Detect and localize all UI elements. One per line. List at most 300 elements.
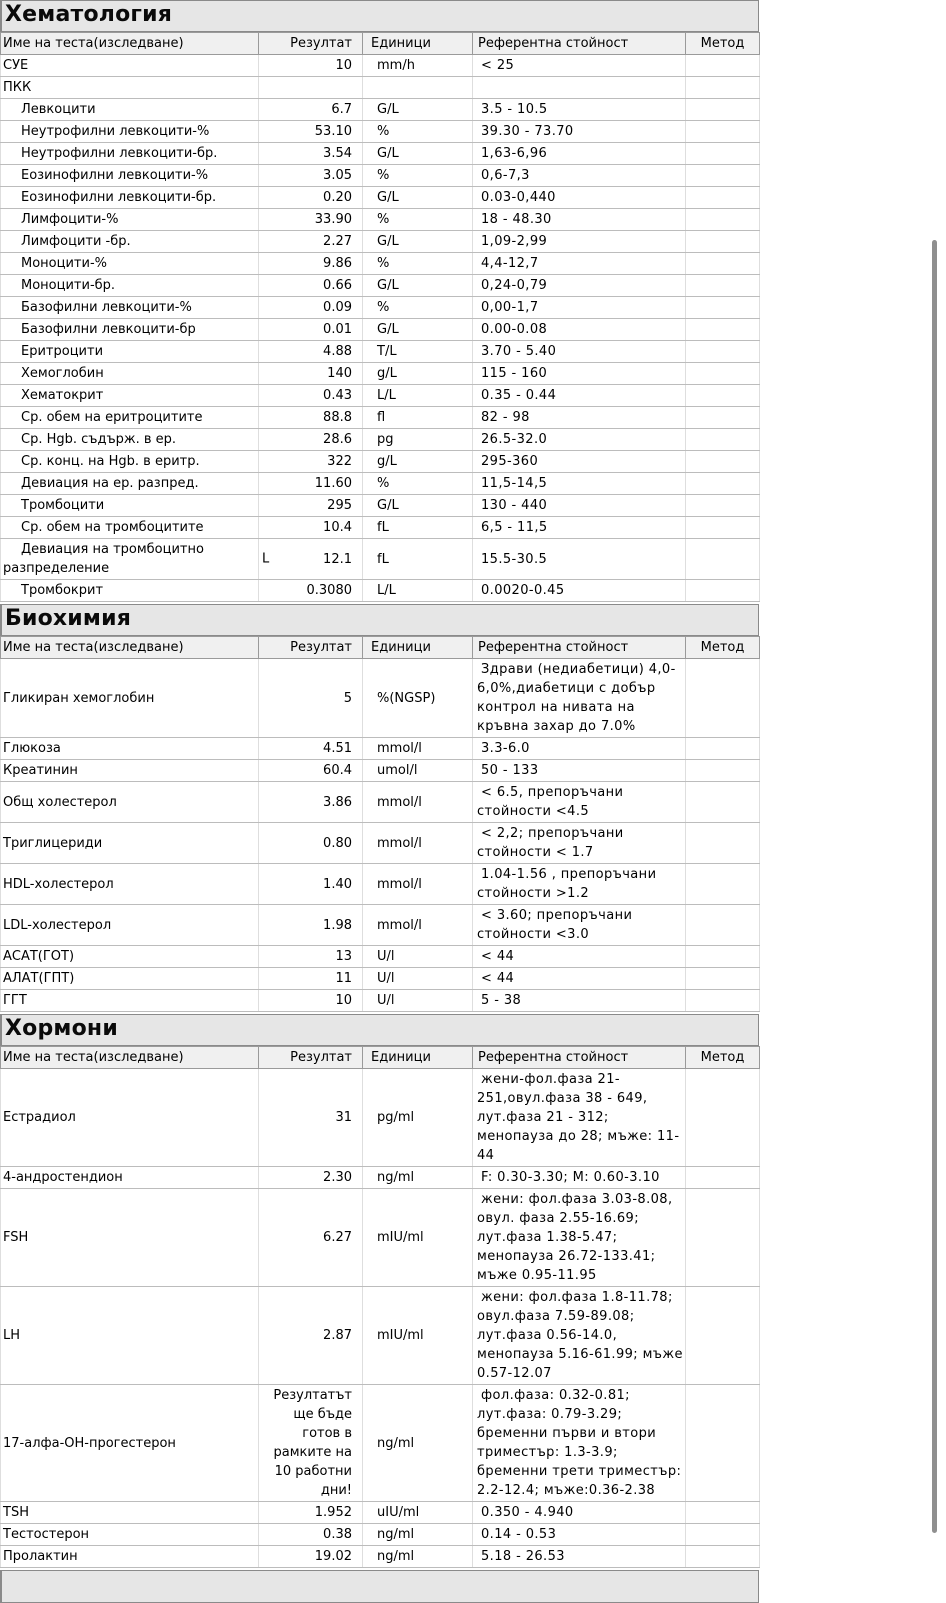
units-cell: mm/h (363, 55, 473, 77)
units-cell: U/l (363, 990, 473, 1012)
method-cell (686, 517, 760, 539)
test-name-cell: TSH (1, 1502, 259, 1524)
result-value: 6.27 (323, 1230, 352, 1245)
table-row (1, 165, 760, 187)
table-row (1, 1385, 760, 1502)
result-flag: L (262, 551, 270, 567)
result-cell (259, 738, 363, 760)
lab-section (0, 1014, 759, 1568)
result-cell (259, 1546, 363, 1568)
reference-cell: 26.5-32.0 (473, 429, 686, 451)
table-row (1, 539, 760, 580)
reference-cell: 295-360 (473, 451, 686, 473)
result-value: 11 (335, 971, 352, 986)
result-value: 53.10 (314, 124, 352, 139)
table-row (1, 319, 760, 341)
column-header-row (1, 33, 760, 55)
column-header-reference: Референтна стойност (473, 33, 686, 55)
reference-cell: 39.30 - 73.70 (473, 121, 686, 143)
test-name-cell: АЛАТ(ГПТ) (1, 968, 259, 990)
method-cell (686, 231, 760, 253)
units-cell: %(NGSP) (363, 659, 473, 738)
column-header-units: Единици (363, 33, 473, 55)
result-value: Резултатът ще бъде готов в рамките на 10 работни дни! (273, 1388, 352, 1498)
table-row (1, 99, 760, 121)
result-value: 5 (343, 690, 352, 706)
result-value: 3.86 (323, 794, 352, 810)
lab-section (0, 0, 759, 602)
units-cell: L/L (363, 385, 473, 407)
results-table (0, 636, 760, 1012)
reference-cell: 0,00-1,7 (473, 297, 686, 319)
units-cell: umol/l (363, 760, 473, 782)
result-value: 2.30 (323, 1170, 352, 1185)
table-row (1, 1502, 760, 1524)
method-cell (686, 121, 760, 143)
test-name-cell: АСАТ(ГОТ) (1, 946, 259, 968)
table-row (1, 659, 760, 738)
reference-cell: < 44 (473, 946, 686, 968)
result-cell (259, 319, 363, 341)
method-cell (686, 275, 760, 297)
reference-cell: 50 - 133 (473, 760, 686, 782)
table-row (1, 121, 760, 143)
reference-cell: < 44 (473, 968, 686, 990)
result-value: 10 (335, 993, 352, 1008)
result-cell (259, 341, 363, 363)
reference-cell: 82 - 98 (473, 407, 686, 429)
units-cell: mmol/l (363, 823, 473, 864)
units-cell: L/L (363, 580, 473, 602)
reference-cell: 0.350 - 4.940 (473, 1502, 686, 1524)
result-cell (259, 823, 363, 864)
units-cell: ng/ml (363, 1385, 473, 1502)
result-value: 60.4 (323, 763, 352, 778)
method-cell (686, 580, 760, 602)
result-value: 6.7 (331, 102, 352, 117)
reference-cell: 130 - 440 (473, 495, 686, 517)
test-name-cell: Лимфоцити-% (1, 209, 259, 231)
result-value: 0.20 (323, 190, 352, 205)
table-row (1, 1069, 760, 1167)
table-row (1, 580, 760, 602)
table-row (1, 363, 760, 385)
method-cell (686, 319, 760, 341)
test-name-cell: LDL-холестерол (1, 905, 259, 946)
units-cell: mmol/l (363, 738, 473, 760)
test-name-cell: 17-алфа-ОН-прогестерон (1, 1385, 259, 1502)
result-value: 9.86 (323, 256, 352, 271)
table-row (1, 738, 760, 760)
result-value: 13 (335, 949, 352, 964)
result-value: 140 (327, 366, 352, 381)
units-cell: G/L (363, 319, 473, 341)
result-value: 3.05 (323, 168, 352, 183)
result-value: 2.87 (323, 1328, 352, 1343)
table-row (1, 429, 760, 451)
units-cell: pg (363, 429, 473, 451)
reference-cell: < 25 (473, 55, 686, 77)
method-cell (686, 429, 760, 451)
method-cell (686, 363, 760, 385)
result-cell (259, 864, 363, 905)
result-value: 4.88 (323, 344, 352, 359)
reference-cell: 6,5 - 11,5 (473, 517, 686, 539)
method-cell (686, 782, 760, 823)
test-name-cell: Ср. обем на еритроцитите (1, 407, 259, 429)
table-row (1, 990, 760, 1012)
units-cell: G/L (363, 275, 473, 297)
test-name-cell: ГГТ (1, 990, 259, 1012)
section-title: Хормони (0, 1014, 759, 1046)
reference-cell: 5.18 - 26.53 (473, 1546, 686, 1568)
column-header-reference: Референтна стойност (473, 1047, 686, 1069)
result-cell (259, 121, 363, 143)
column-header-method: Метод (686, 637, 760, 659)
result-cell (259, 580, 363, 602)
column-header-name: Име на теста(изследване) (1, 637, 259, 659)
units-cell: G/L (363, 143, 473, 165)
table-row (1, 1287, 760, 1385)
reference-cell: фол.фаза: 0.32-0.81; лут.фаза: 0.79-3.29; бременни първи и втори триместър: 1.3-3.9; бременни трети триместър: 2.2-12.4; мъже:0.36-2.38 (473, 1385, 686, 1502)
table-row (1, 905, 760, 946)
table-row (1, 385, 760, 407)
column-header-units: Единици (363, 1047, 473, 1069)
vertical-scrollbar-thumb[interactable] (932, 240, 937, 1533)
test-name-cell: HDL-холестерол (1, 864, 259, 905)
test-name-cell: Базофилни левкоцити-% (1, 297, 259, 319)
column-header-reference: Референтна стойност (473, 637, 686, 659)
table-row (1, 77, 760, 99)
test-name-cell: Базофилни левкоцити-бр (1, 319, 259, 341)
result-cell (259, 209, 363, 231)
test-name-cell: ПКК (1, 77, 259, 99)
units-cell: % (363, 473, 473, 495)
result-value: 28.6 (323, 432, 352, 447)
reference-cell: 11,5-14,5 (473, 473, 686, 495)
results-table (0, 1046, 760, 1568)
units-cell: G/L (363, 495, 473, 517)
result-value: 10 (335, 58, 352, 73)
method-cell (686, 1524, 760, 1546)
reference-cell: 3.70 - 5.40 (473, 341, 686, 363)
table-row (1, 946, 760, 968)
reference-cell: 0,24-0,79 (473, 275, 686, 297)
reference-cell: 0,6-7,3 (473, 165, 686, 187)
column-header-units: Единици (363, 637, 473, 659)
reference-cell: 1,09-2,99 (473, 231, 686, 253)
result-value: 0.43 (323, 388, 352, 403)
units-cell: % (363, 165, 473, 187)
result-value: 0.80 (323, 835, 352, 851)
column-header-row (1, 1047, 760, 1069)
result-cell (259, 1385, 363, 1502)
test-name-cell: Креатинин (1, 760, 259, 782)
result-value: 0.3080 (306, 583, 352, 598)
units-cell: U/l (363, 968, 473, 990)
units-cell: % (363, 297, 473, 319)
result-value: 88.8 (323, 410, 352, 425)
result-cell (259, 760, 363, 782)
units-cell: % (363, 253, 473, 275)
result-cell (259, 473, 363, 495)
units-cell: G/L (363, 99, 473, 121)
units-cell (363, 77, 473, 99)
units-cell: U/l (363, 946, 473, 968)
test-name-cell: Неутрофилни левкоцити-% (1, 121, 259, 143)
results-table (0, 32, 760, 602)
test-name-cell: Хемоглобин (1, 363, 259, 385)
reference-cell: 3.3-6.0 (473, 738, 686, 760)
result-cell (259, 1524, 363, 1546)
reference-cell: F: 0.30-3.30; M: 0.60-3.10 (473, 1167, 686, 1189)
method-cell (686, 297, 760, 319)
result-cell (259, 231, 363, 253)
column-header-result: Резултат (259, 637, 363, 659)
method-cell (686, 1167, 760, 1189)
test-name-cell: СУЕ (1, 55, 259, 77)
result-value: 0.09 (323, 300, 352, 315)
result-cell (259, 968, 363, 990)
column-header-name: Име на теста(изследване) (1, 33, 259, 55)
result-cell (259, 1167, 363, 1189)
result-value: 19.02 (314, 1549, 352, 1564)
table-row (1, 1189, 760, 1287)
test-name-cell: 4-андростендион (1, 1167, 259, 1189)
table-row (1, 209, 760, 231)
reference-cell: < 2,2; препоръчани стойности < 1.7 (473, 823, 686, 864)
method-cell (686, 143, 760, 165)
test-name-cell: Тромбоцити (1, 495, 259, 517)
units-cell: % (363, 209, 473, 231)
reference-cell: 3.5 - 10.5 (473, 99, 686, 121)
result-cell (259, 429, 363, 451)
test-name-cell: Ср. обем на тромбоцитите (1, 517, 259, 539)
column-header-name: Име на теста(изследване) (1, 1047, 259, 1069)
table-row (1, 275, 760, 297)
test-name-cell: Общ холестерол (1, 782, 259, 823)
test-name-cell: Левкоцити (1, 99, 259, 121)
units-cell: fl (363, 407, 473, 429)
units-cell: G/L (363, 187, 473, 209)
result-value: 295 (327, 498, 352, 513)
method-cell (686, 539, 760, 580)
result-cell (259, 77, 363, 99)
result-cell (259, 1502, 363, 1524)
method-cell (686, 990, 760, 1012)
method-cell (686, 1502, 760, 1524)
result-cell (259, 297, 363, 319)
result-cell (259, 905, 363, 946)
result-cell (259, 946, 363, 968)
result-value: 2.27 (323, 234, 352, 249)
test-name-cell: LH (1, 1287, 259, 1385)
result-cell (259, 451, 363, 473)
test-name-cell: Глюкоза (1, 738, 259, 760)
result-cell (259, 539, 363, 580)
result-value: 31 (335, 1110, 352, 1125)
result-value: 322 (327, 454, 352, 469)
result-value: 0.01 (323, 322, 352, 337)
units-cell: G/L (363, 231, 473, 253)
method-cell (686, 495, 760, 517)
method-cell (686, 99, 760, 121)
table-row (1, 253, 760, 275)
reference-cell: 1.04-1.56 , препоръчани стойности >1.2 (473, 864, 686, 905)
test-name-cell: Ср. конц. на Hgb. в еритр. (1, 451, 259, 473)
units-cell: mIU/ml (363, 1287, 473, 1385)
test-name-cell: Неутрофилни левкоцити-бр. (1, 143, 259, 165)
units-cell: ng/ml (363, 1167, 473, 1189)
method-cell (686, 187, 760, 209)
result-cell (259, 1287, 363, 1385)
test-name-cell: Моноцити-бр. (1, 275, 259, 297)
column-header-method: Метод (686, 33, 760, 55)
table-row (1, 187, 760, 209)
result-cell (259, 253, 363, 275)
method-cell (686, 165, 760, 187)
table-row (1, 1524, 760, 1546)
units-cell: fL (363, 517, 473, 539)
result-cell (259, 165, 363, 187)
test-name-cell: Пролактин (1, 1546, 259, 1568)
reference-cell: Здрави (недиабетици) 4,0-6,0%,диабетици с добър контрол на нивата на кръвна захар до 7.0% (473, 659, 686, 738)
units-cell: mIU/ml (363, 1189, 473, 1287)
table-row (1, 143, 760, 165)
result-cell (259, 99, 363, 121)
method-cell (686, 1546, 760, 1568)
section-title: Хематология (0, 0, 759, 32)
table-row (1, 823, 760, 864)
method-cell (686, 77, 760, 99)
table-row (1, 782, 760, 823)
result-cell (259, 55, 363, 77)
test-name-cell: Еозинофилни левкоцити-бр. (1, 187, 259, 209)
table-row (1, 407, 760, 429)
test-name-cell: Моноцити-% (1, 253, 259, 275)
reference-cell: < 3.60; препоръчани стойности <3.0 (473, 905, 686, 946)
method-cell (686, 253, 760, 275)
units-cell: mmol/l (363, 782, 473, 823)
table-row (1, 1167, 760, 1189)
column-header-row (1, 637, 760, 659)
lab-section (0, 604, 759, 1012)
result-value: 10.4 (323, 520, 352, 535)
table-row (1, 760, 760, 782)
result-value: 4.51 (323, 741, 352, 756)
units-cell: ng/ml (363, 1524, 473, 1546)
reference-cell: 115 - 160 (473, 363, 686, 385)
units-cell: fL (363, 539, 473, 580)
result-value: 1.40 (323, 876, 352, 892)
table-row (1, 517, 760, 539)
reference-cell: жени: фол.фаза 3.03-8.08, овул. фаза 2.55-16.69; лут.фаза 1.38-5.47; менопауза 26.72-133.41; мъже 0.95-11.95 (473, 1189, 686, 1287)
table-row (1, 473, 760, 495)
reference-cell: 1,63-6,96 (473, 143, 686, 165)
test-name-cell: Триглицериди (1, 823, 259, 864)
reference-cell: 4,4-12,7 (473, 253, 686, 275)
result-value: 3.54 (323, 146, 352, 161)
reference-cell: 0.14 - 0.53 (473, 1524, 686, 1546)
table-row (1, 341, 760, 363)
result-cell (259, 385, 363, 407)
reference-cell: 15.5-30.5 (473, 539, 686, 580)
test-name-cell: Тестостерон (1, 1524, 259, 1546)
test-name-cell: Хематокрит (1, 385, 259, 407)
method-cell (686, 760, 760, 782)
reference-cell: < 6.5, препоръчани стойности <4.5 (473, 782, 686, 823)
table-row (1, 231, 760, 253)
method-cell (686, 738, 760, 760)
result-cell (259, 990, 363, 1012)
method-cell (686, 946, 760, 968)
reference-cell: 0.0020-0.45 (473, 580, 686, 602)
test-name-cell: Гликиран хемоглобин (1, 659, 259, 738)
reference-cell: 0.00-0.08 (473, 319, 686, 341)
result-cell (259, 495, 363, 517)
table-row (1, 495, 760, 517)
reference-cell: жени-фол.фаза 21-251,овул.фаза 38 - 649, лут.фаза 21 - 312; менопауза до 28; мъже: 11-44 (473, 1069, 686, 1167)
method-cell (686, 864, 760, 905)
method-cell (686, 55, 760, 77)
test-name-cell: Лимфоцити -бр. (1, 231, 259, 253)
units-cell: g/L (363, 451, 473, 473)
units-cell: g/L (363, 363, 473, 385)
result-value: 33.90 (314, 212, 352, 227)
result-value: 1.952 (314, 1505, 352, 1520)
method-cell (686, 659, 760, 738)
method-cell (686, 385, 760, 407)
reference-cell: 18 - 48.30 (473, 209, 686, 231)
reference-cell: 0.35 - 0.44 (473, 385, 686, 407)
method-cell (686, 1069, 760, 1167)
result-value: 12.1 (323, 551, 352, 567)
test-name-cell: Еозинофилни левкоцити-% (1, 165, 259, 187)
result-cell (259, 275, 363, 297)
test-name-cell: FSH (1, 1189, 259, 1287)
reference-cell (473, 77, 686, 99)
method-cell (686, 1385, 760, 1502)
method-cell (686, 341, 760, 363)
test-name-cell: Девиация на ер. разпред. (1, 473, 259, 495)
result-value: 0.38 (323, 1527, 352, 1542)
column-header-result: Резултат (259, 1047, 363, 1069)
test-name-cell: Еритроцити (1, 341, 259, 363)
column-header-result: Резултат (259, 33, 363, 55)
result-value: 0.66 (323, 278, 352, 293)
units-cell: mmol/l (363, 905, 473, 946)
result-cell (259, 1189, 363, 1287)
method-cell (686, 968, 760, 990)
units-cell: uIU/ml (363, 1502, 473, 1524)
test-name-cell: Тромбокрит (1, 580, 259, 602)
method-cell (686, 1189, 760, 1287)
reference-cell: 0.03-0,440 (473, 187, 686, 209)
method-cell (686, 473, 760, 495)
units-cell: pg/ml (363, 1069, 473, 1167)
units-cell: ng/ml (363, 1546, 473, 1568)
result-cell (259, 782, 363, 823)
result-cell (259, 517, 363, 539)
reference-cell: жени: фол.фаза 1.8-11.78; овул.фаза 7.59-89.08; лут.фаза 0.56-14.0, менопауза 5.16-61.99; мъже 0.57-12.07 (473, 1287, 686, 1385)
table-row (1, 968, 760, 990)
result-cell (259, 143, 363, 165)
result-cell (259, 659, 363, 738)
result-cell (259, 363, 363, 385)
section-title: Биохимия (0, 604, 759, 636)
table-row (1, 55, 760, 77)
method-cell (686, 823, 760, 864)
